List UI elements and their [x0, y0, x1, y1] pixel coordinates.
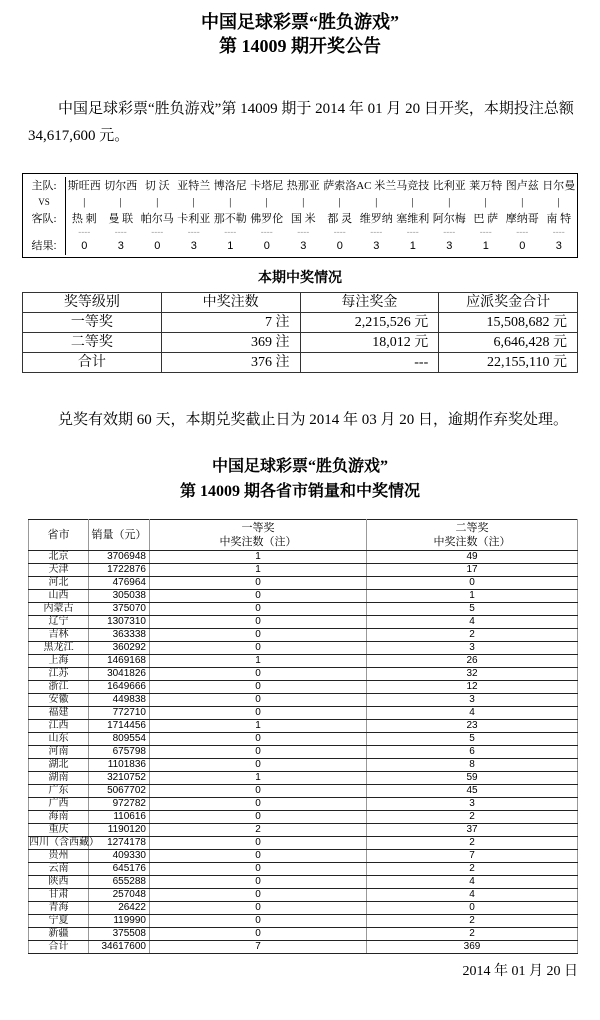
- away-team-name: 巴 萨: [473, 213, 499, 225]
- province-second-prize-count: 3: [367, 694, 578, 707]
- prize-header-per: 每注奖金: [300, 293, 439, 313]
- result-divider-dashes: ----: [552, 227, 565, 237]
- away-team-name: 国 米: [290, 213, 316, 225]
- province-name: 四川（含西藏）: [29, 837, 99, 848]
- prize-level: 一等奖: [23, 313, 162, 333]
- province-first-prize-count: 0: [150, 915, 367, 928]
- province-first-prize-count: 1: [150, 772, 367, 785]
- province-table-row: [29, 551, 578, 564]
- vs-separator-bar: |: [557, 196, 560, 208]
- province-name: 吉林: [29, 629, 89, 642]
- prize-per-bet: 2,215,526 元: [300, 313, 439, 333]
- match-result-value: 0: [336, 240, 343, 252]
- province-name: 上海: [29, 655, 89, 668]
- province-name: 江苏: [29, 668, 89, 681]
- match-result-value: 3: [446, 240, 453, 252]
- prize-level: 二等奖: [23, 333, 162, 353]
- vs-separator-bar: |: [192, 196, 195, 208]
- home-team-name: 切尔西: [104, 180, 138, 192]
- province-table-body: [29, 551, 578, 954]
- province-name: 广东: [29, 785, 89, 798]
- match-column: [431, 177, 468, 255]
- province-table-row: [29, 837, 578, 850]
- result-divider-dashes: ----: [479, 227, 492, 237]
- province-first-prize-count: 0: [150, 707, 367, 720]
- province-table-row: [29, 850, 578, 863]
- match-table-row-labels: [23, 177, 66, 255]
- province-table-row: [29, 564, 578, 577]
- province-first-prize-count: 0: [150, 928, 367, 941]
- province-sales-amount: 3041826: [89, 668, 150, 681]
- province-sales-amount: 3210752: [89, 772, 150, 785]
- home-team-name: 切 沃: [144, 180, 170, 192]
- province-first-prize-count: 0: [150, 876, 367, 889]
- vs-separator-bar: |: [411, 196, 414, 208]
- province-second-prize-count: 0: [367, 902, 578, 915]
- province-sales-amount: 375508: [89, 928, 150, 941]
- province-name: 北京: [29, 551, 89, 564]
- province-second-prize-count: 4: [367, 876, 578, 889]
- province-second-prize-count: 32: [367, 668, 578, 681]
- home-team-name: 日尔曼: [542, 180, 576, 192]
- province-first-prize-count: 2: [150, 824, 367, 837]
- province-sales-amount: 1722876: [89, 564, 150, 577]
- province-name: 江西: [29, 720, 89, 733]
- province-second-prize-count: 2: [367, 863, 578, 876]
- home-team-name: 比利亚: [432, 180, 466, 192]
- prize-count: 376 注: [161, 353, 300, 373]
- province-sales-amount: 675798: [89, 746, 150, 759]
- province-first-prize-count: 1: [150, 720, 367, 733]
- result-divider-dashes: ----: [370, 227, 383, 237]
- province-sales-amount: 110616: [89, 811, 150, 824]
- home-team-name: 马竞技: [396, 180, 430, 192]
- province-second-prize-count: 6: [367, 746, 578, 759]
- province-second-prize-count: 2: [367, 837, 578, 850]
- province-table-row: [29, 746, 578, 759]
- province-table-row: [29, 798, 578, 811]
- province-first-prize-count: 0: [150, 681, 367, 694]
- prize-header-level: 奖等级别: [23, 293, 162, 313]
- match-result-value: 1: [227, 240, 234, 252]
- home-team-name: 图卢兹: [505, 180, 539, 192]
- prize-count: 7 注: [161, 313, 300, 333]
- match-column: [103, 177, 140, 255]
- result-divider-dashes: ----: [187, 227, 200, 237]
- match-result-value: 1: [409, 240, 416, 252]
- row-label-vs: VS: [38, 197, 50, 207]
- province-table-row: [29, 577, 578, 590]
- province-sales-amount: 257048: [89, 889, 150, 902]
- prize-table-row: [23, 353, 578, 373]
- match-result-value: 0: [154, 240, 161, 252]
- province-second-prize-count: 2: [367, 915, 578, 928]
- province-name: 山西: [29, 590, 89, 603]
- province-name: 青海: [29, 902, 89, 915]
- home-team-name: 斯旺西: [67, 180, 101, 192]
- province-table-row: [29, 902, 578, 915]
- province-second-prize-count: 45: [367, 785, 578, 798]
- province-table-row: [29, 889, 578, 902]
- province-table-header-row: [29, 520, 578, 551]
- result-divider-dashes: ----: [406, 227, 419, 237]
- province-name: 山东: [29, 733, 89, 746]
- home-team-name: 博洛尼: [213, 180, 247, 192]
- province-name: 河南: [29, 746, 89, 759]
- province-sales-amount: 360292: [89, 642, 150, 655]
- province-header-first-line2: 中奖注数（注）: [219, 536, 297, 548]
- match-result-value: 3: [190, 240, 197, 252]
- vs-separator-bar: |: [156, 196, 159, 208]
- province-name: 浙江: [29, 681, 89, 694]
- province-first-prize-count: 0: [150, 629, 367, 642]
- page-title-line1: 中国足球彩票“胜负游戏”: [201, 12, 399, 32]
- province-sales-amount: 1274178: [89, 837, 150, 850]
- province-first-prize-count: 0: [150, 863, 367, 876]
- result-divider-dashes: ----: [516, 227, 529, 237]
- province-second-prize-count: 8: [367, 759, 578, 772]
- province-table-row: [29, 733, 578, 746]
- match-column: [358, 177, 395, 255]
- prize-count: 369 注: [161, 333, 300, 353]
- province-sales-amount: 34617600: [89, 941, 150, 954]
- away-team-name: 维罗纳: [359, 213, 393, 225]
- result-divider-dashes: ----: [333, 227, 346, 237]
- vs-separator-bar: |: [484, 196, 487, 208]
- away-team-name: 都 灵: [327, 213, 353, 225]
- province-second-prize-count: 12: [367, 681, 578, 694]
- prize-table-header-row: [23, 293, 578, 313]
- province-name: 辽宁: [29, 616, 89, 629]
- province-name: 内蒙古: [29, 603, 89, 616]
- province-sales-amount: 1714456: [89, 720, 150, 733]
- province-table-row: [29, 694, 578, 707]
- province-table-row: [29, 772, 578, 785]
- province-table-row: [29, 681, 578, 694]
- province-second-prize-count: 23: [367, 720, 578, 733]
- province-first-prize-count: 0: [150, 733, 367, 746]
- prize-table-row: [23, 313, 578, 333]
- province-second-prize-count: 26: [367, 655, 578, 668]
- province-second-prize-count: 59: [367, 772, 578, 785]
- province-sales-amount: 305038: [89, 590, 150, 603]
- province-first-prize-count: 0: [150, 798, 367, 811]
- prize-table-row: [23, 333, 578, 353]
- result-divider-dashes: ----: [151, 227, 164, 237]
- province-name: 安徽: [29, 694, 89, 707]
- match-result-value: 0: [263, 240, 270, 252]
- footer-date: 2014 年 01 月 20 日: [462, 964, 578, 979]
- province-header-second-prize: [367, 520, 578, 551]
- prize-level: 合计: [23, 353, 162, 373]
- province-second-prize-count: 2: [367, 811, 578, 824]
- prize-total-amount: 15,508,682 元: [439, 313, 578, 333]
- province-section-title-line2: 第 14009 期各省市销量和中奖情况: [179, 483, 420, 500]
- province-first-prize-count: 0: [150, 746, 367, 759]
- province-second-prize-count: 3: [367, 642, 578, 655]
- result-divider-dashes: ----: [78, 227, 91, 237]
- intro-paragraph: 中国足球彩票“胜负游戏”第 14009 期于 2014 年 01 月 20 日开奖，本期投注总额 34,617,600 元。: [28, 101, 574, 144]
- match-column: [395, 177, 432, 255]
- province-sales-amount: 1649666: [89, 681, 150, 694]
- province-second-prize-count: 369: [367, 941, 578, 954]
- province-first-prize-count: 0: [150, 668, 367, 681]
- page-title: [0, 0, 600, 58]
- province-table-row: [29, 928, 578, 941]
- province-sales-amount: 476964: [89, 577, 150, 590]
- province-name: 河北: [29, 577, 89, 590]
- match-result-value: 3: [117, 240, 124, 252]
- province-second-prize-count: 7: [367, 850, 578, 863]
- province-name: 黑龙江: [29, 642, 89, 655]
- vs-separator-bar: |: [521, 196, 524, 208]
- vs-separator-bar: |: [83, 196, 86, 208]
- province-table-row: [29, 720, 578, 733]
- province-sales-amount: 809554: [89, 733, 150, 746]
- province-sales-amount: 645176: [89, 863, 150, 876]
- away-team-name: 热 刺: [71, 213, 97, 225]
- prize-table-body: [23, 313, 578, 373]
- province-second-prize-count: 2: [367, 629, 578, 642]
- province-sales-amount: 1307310: [89, 616, 150, 629]
- province-table-row: [29, 759, 578, 772]
- match-column: [468, 177, 505, 255]
- province-second-prize-count: 4: [367, 889, 578, 902]
- province-name: 湖南: [29, 772, 89, 785]
- vs-separator-bar: |: [229, 196, 232, 208]
- province-second-prize-count: 5: [367, 603, 578, 616]
- match-results-table: [22, 173, 578, 258]
- province-first-prize-count: 1: [150, 564, 367, 577]
- match-column: [504, 177, 541, 255]
- match-column: [285, 177, 322, 255]
- province-table-row: [29, 629, 578, 642]
- row-label-home: 主队:: [31, 180, 57, 192]
- home-team-name: 卡塔尼: [250, 180, 284, 192]
- province-second-prize-count: 4: [367, 616, 578, 629]
- away-team-name: 卡利亚: [177, 213, 211, 225]
- province-first-prize-count: 0: [150, 759, 367, 772]
- vs-separator-bar: |: [302, 196, 305, 208]
- prize-header-count: 中奖注数: [161, 293, 300, 313]
- away-team-name: 阿尔梅: [432, 213, 466, 225]
- home-team-name: 萨索洛: [323, 180, 357, 192]
- province-table-row: [29, 824, 578, 837]
- province-header-first-prize: [150, 520, 367, 551]
- province-first-prize-count: 7: [150, 941, 367, 954]
- province-first-prize-count: 0: [150, 837, 367, 850]
- vs-separator-bar: |: [338, 196, 341, 208]
- match-column: [541, 177, 578, 255]
- home-team-name: AC 米兰: [356, 180, 397, 192]
- province-name: 湖北: [29, 759, 89, 772]
- prize-total-amount: 6,646,428 元: [439, 333, 578, 353]
- province-section-title-line1: 中国足球彩票“胜负游戏”: [211, 458, 388, 475]
- province-sales-amount: 1469168: [89, 655, 150, 668]
- province-sales-amount: 1101836: [89, 759, 150, 772]
- away-team-name: 佛罗伦: [250, 213, 284, 225]
- province-table-row: [29, 941, 578, 954]
- match-column: [176, 177, 213, 255]
- province-sales-amount: 449838: [89, 694, 150, 707]
- vs-separator-bar: |: [265, 196, 268, 208]
- province-table-row: [29, 863, 578, 876]
- province-first-prize-count: 0: [150, 642, 367, 655]
- prize-per-bet: 18,012 元: [300, 333, 439, 353]
- province-second-prize-count: 2: [367, 928, 578, 941]
- province-header-sales: 销量（元）: [89, 520, 150, 551]
- province-second-prize-count: 1: [367, 590, 578, 603]
- province-name: 福建: [29, 707, 89, 720]
- result-divider-dashes: ----: [443, 227, 456, 237]
- home-team-name: 热那亚: [286, 180, 320, 192]
- province-table-row: [29, 707, 578, 720]
- province-table-row: [29, 642, 578, 655]
- prize-table: [22, 292, 578, 373]
- province-section-title: [0, 454, 600, 504]
- away-team-name: 那不勒: [213, 213, 247, 225]
- province-header-second-line1: 二等奖: [455, 522, 489, 534]
- prize-total-amount: 22,155,110 元: [439, 353, 578, 373]
- prize-header-total: 应派奖金合计: [439, 293, 578, 313]
- province-name: 云南: [29, 863, 89, 876]
- province-sales-amount: 972782: [89, 798, 150, 811]
- province-second-prize-count: 4: [367, 707, 578, 720]
- province-name: 重庆: [29, 824, 89, 837]
- province-table-row: [29, 876, 578, 889]
- province-first-prize-count: 1: [150, 551, 367, 564]
- province-second-prize-count: 17: [367, 564, 578, 577]
- province-table-row: [29, 616, 578, 629]
- vs-separator-bar: |: [375, 196, 378, 208]
- province-first-prize-count: 0: [150, 850, 367, 863]
- away-team-name: 帕尔马: [140, 213, 174, 225]
- province-first-prize-count: 0: [150, 785, 367, 798]
- match-column: [322, 177, 359, 255]
- match-result-value: 3: [373, 240, 380, 252]
- province-name: 宁夏: [29, 915, 89, 928]
- province-name: 陕西: [29, 876, 89, 889]
- redeem-notice-paragraph: 兑奖有效期 60 天，本期兑奖截止日为 2014 年 03 月 20 日，逾期作弃奖处理。: [58, 412, 569, 428]
- match-result-value: 1: [482, 240, 489, 252]
- province-first-prize-count: 1: [150, 655, 367, 668]
- vs-separator-bar: |: [448, 196, 451, 208]
- province-second-prize-count: 3: [367, 798, 578, 811]
- match-result-value: 3: [555, 240, 562, 252]
- home-team-name: 莱万特: [469, 180, 503, 192]
- province-header-second-line2: 中奖注数（注）: [433, 536, 511, 548]
- province-second-prize-count: 37: [367, 824, 578, 837]
- province-first-prize-count: 0: [150, 889, 367, 902]
- province-table-row: [29, 668, 578, 681]
- province-table-row: [29, 785, 578, 798]
- province-header-name: 省市: [29, 520, 89, 551]
- home-team-name: 亚特兰: [177, 180, 211, 192]
- province-sales-amount: 363338: [89, 629, 150, 642]
- province-first-prize-count: 0: [150, 590, 367, 603]
- match-result-value: 3: [300, 240, 307, 252]
- province-sales-table: [28, 519, 578, 954]
- prize-table-title: 本期中奖情况: [258, 271, 342, 286]
- province-sales-amount: 409330: [89, 850, 150, 863]
- province-first-prize-count: 0: [150, 616, 367, 629]
- match-column: [249, 177, 286, 255]
- away-team-name: 塞维利: [396, 213, 430, 225]
- province-sales-amount: 772710: [89, 707, 150, 720]
- vs-separator-bar: |: [119, 196, 122, 208]
- result-divider-dashes: ----: [114, 227, 127, 237]
- province-first-prize-count: 0: [150, 603, 367, 616]
- province-name: 贵州: [29, 850, 89, 863]
- province-first-prize-count: 0: [150, 811, 367, 824]
- province-sales-amount: 26422: [89, 902, 150, 915]
- province-table-row: [29, 915, 578, 928]
- match-column: [212, 177, 249, 255]
- province-second-prize-count: 49: [367, 551, 578, 564]
- result-divider-dashes: ----: [224, 227, 237, 237]
- province-header-first-line1: 一等奖: [241, 522, 275, 534]
- province-table-row: [29, 811, 578, 824]
- match-column: [66, 177, 103, 255]
- result-divider-dashes: ----: [297, 227, 310, 237]
- match-column: [139, 177, 176, 255]
- province-name: 合计: [29, 941, 89, 954]
- province-first-prize-count: 0: [150, 694, 367, 707]
- province-first-prize-count: 0: [150, 577, 367, 590]
- province-name: 天津: [29, 564, 89, 577]
- province-name: 广西: [29, 798, 89, 811]
- away-team-name: 南 特: [546, 213, 572, 225]
- province-sales-amount: 119990: [89, 915, 150, 928]
- row-label-result: 结果:: [31, 240, 57, 252]
- province-first-prize-count: 0: [150, 902, 367, 915]
- province-second-prize-count: 5: [367, 733, 578, 746]
- row-label-away: 客队:: [31, 213, 57, 225]
- page-title-line2: 第 14009 期开奖公告: [219, 36, 381, 56]
- province-table-row: [29, 590, 578, 603]
- match-result-value: 0: [81, 240, 88, 252]
- province-name: 甘肃: [29, 889, 89, 902]
- result-divider-dashes: ----: [260, 227, 273, 237]
- match-result-value: 0: [519, 240, 526, 252]
- province-sales-amount: 3706948: [89, 551, 150, 564]
- province-sales-amount: 375070: [89, 603, 150, 616]
- province-name: 新疆: [29, 928, 89, 941]
- province-table-row: [29, 603, 578, 616]
- province-sales-amount: 1190120: [89, 824, 150, 837]
- away-team-name: 摩纳哥: [505, 213, 539, 225]
- away-team-name: 曼 联: [108, 213, 134, 225]
- province-name: 海南: [29, 811, 89, 824]
- province-table-row: [29, 655, 578, 668]
- match-columns: [66, 177, 577, 255]
- province-sales-amount: 655288: [89, 876, 150, 889]
- prize-per-bet: ---: [300, 353, 439, 373]
- province-second-prize-count: 0: [367, 577, 578, 590]
- province-sales-amount: 5067702: [89, 785, 150, 798]
